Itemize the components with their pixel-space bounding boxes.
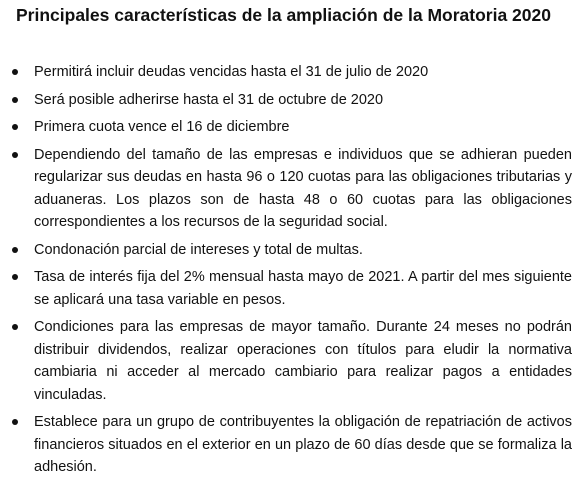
- list-item: [0, 116, 576, 139]
- bullet-icon: [12, 274, 18, 280]
- list-item: [0, 266, 576, 311]
- list-item-text: Condonación parcial de intereses y total de multas.: [34, 241, 363, 258]
- bullet-list: [0, 61, 576, 484]
- bullet-icon: [12, 97, 18, 103]
- list-item-text: Permitirá incluir deudas vencidas hasta el 31 de julio de 2020: [34, 64, 429, 80]
- list-item: [0, 239, 576, 262]
- bullet-icon: [12, 247, 18, 253]
- list-item-text: Primera cuota vence el 16 de diciembre: [34, 119, 290, 135]
- list-item: [0, 411, 576, 479]
- bullet-icon: [12, 152, 18, 158]
- bullet-icon: [12, 69, 18, 75]
- list-item: [0, 89, 576, 112]
- list-item-text: Será posible adherirse hasta el 31 de octubre de 2020: [34, 91, 384, 108]
- document-title: Principales características de la ampliación de la Moratoria 2020: [16, 5, 551, 25]
- list-item: [0, 144, 576, 234]
- list-item: [0, 316, 576, 406]
- list-item-text: Dependiendo del tamaño de las empresas e individuos que se adhieran pueden regularizar sus deudas en hasta 96 o 120 cuotas para las obligaciones tributarias y aduaneras. Los plazos son de hasta 48 o 60 cuotas para las obligaciones correspondientes a los recursos de la seguridad social.: [34, 146, 572, 230]
- bullet-icon: [12, 324, 18, 330]
- list-item-text: Condiciones para las empresas de mayor tamaño. Durante 24 meses no podrán distribuir dividendos, realizar operaciones con títulos para eludir la normativa cambiaria ni acceder al mercado cambiario para realizar pagos a entidades vinculadas.: [34, 319, 572, 403]
- bullet-icon: [12, 124, 18, 130]
- list-item-text: Establece para un grupo de contribuyentes la obligación de repatriación de activos financieros situados en el exterior en un plazo de 60 días desde que se formaliza la adhesión.: [34, 414, 572, 475]
- bullet-icon: [12, 419, 18, 425]
- list-item: [0, 61, 576, 84]
- list-item-text: Tasa de interés fija del 2% mensual hasta mayo de 2021. A partir del mes siguiente se aplicará una tasa variable en pesos.: [34, 269, 572, 308]
